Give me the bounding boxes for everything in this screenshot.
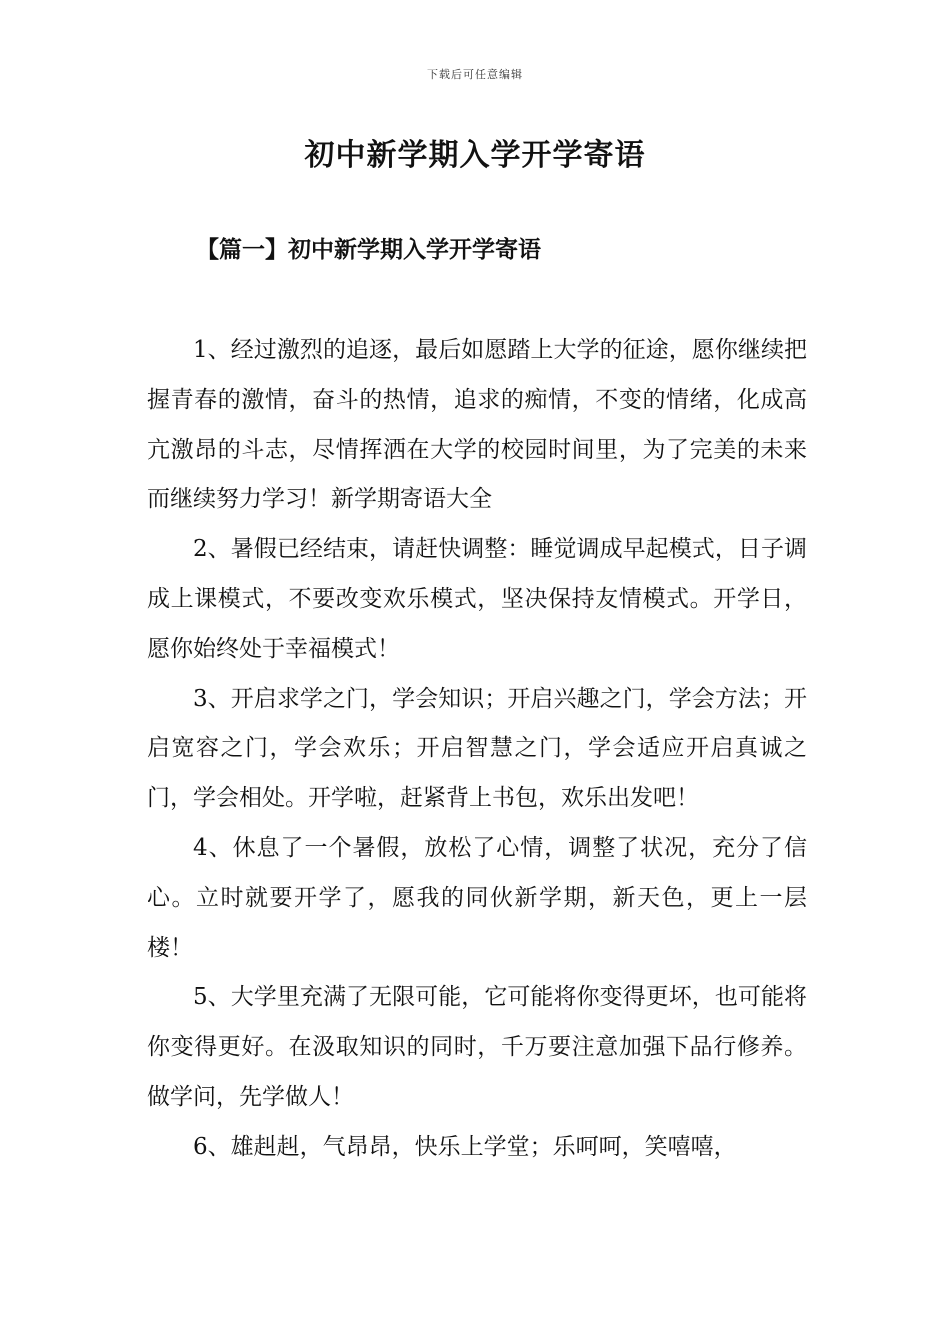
paragraph-6: 6、雄赳赳，气昂昂，快乐上学堂；乐呵呵，笑嘻嘻，: [193, 1133, 737, 1160]
body-text: [147, 326, 807, 1173]
page-title: 初中新学期入学开学寄语: [304, 138, 646, 173]
paragraph-5: 5、大学里充满了无限可能，它可能将你变得更坏，也可能将你变得更好。在汲取知识的同时，千万要注意加强下品行修养。做学问，先学做人！: [147, 984, 807, 1110]
header-note: 下载后可任意编辑: [427, 68, 523, 81]
section-heading: 【篇一】初中新学期入学开学寄语: [196, 236, 541, 263]
paragraph-1: 1、经过激烈的追逐，最后如愿踏上大学的征途，愿你继续把握青春的激情，奋斗的热情，追求的痴情，不变的情绪，化成高亢激昂的斗志，尽情挥洒在大学的校园时间里，为了完美的未来而继续努力学习！新学期寄语大全: [147, 337, 807, 513]
paragraph-3: 3、开启求学之门，学会知识；开启兴趣之门，学会方法；开启宽容之门，学会欢乐；开启智慧之门，学会适应开启真诚之门，学会相处。开学啦，赶紧背上书包，欢乐出发吧！: [147, 685, 807, 812]
paragraph-4: 4、休息了一个暑假，放松了心情，调整了状况，充分了信心。立时就要开学了，愿我的同伙新学期，新天色，更上一层楼！: [147, 834, 807, 961]
paragraph-2: 2、暑假已经结束，请赶快调整：睡觉调成早起模式，日子调成上课模式，不要改变欢乐模式，坚决保持友情模式。开学日，愿你始终处于幸福模式！: [147, 536, 807, 662]
